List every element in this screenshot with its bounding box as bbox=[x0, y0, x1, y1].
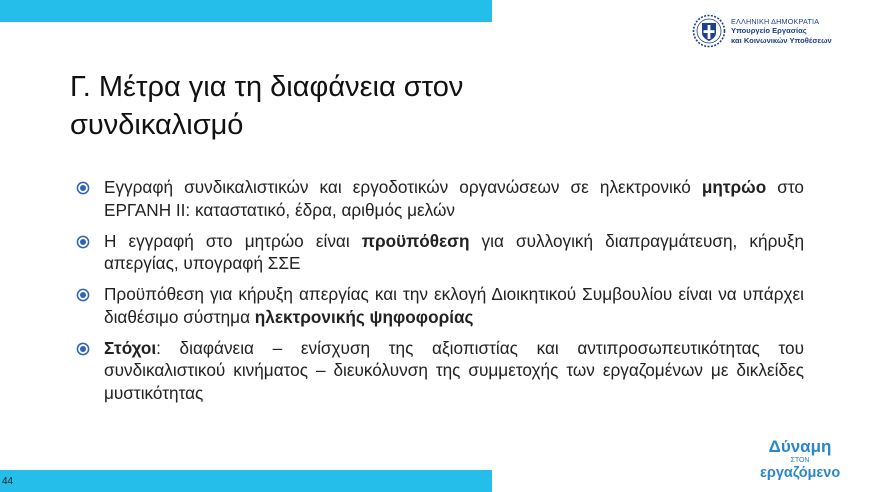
bullet-circle-icon bbox=[76, 181, 90, 195]
brand-line3: εργαζόμενο bbox=[760, 465, 841, 481]
bullet-list bbox=[76, 176, 804, 413]
bullet-emphasis: προϋπόθεση bbox=[361, 230, 470, 251]
bullet-emphasis: Στόχοι bbox=[104, 337, 157, 358]
bottom-accent-bar bbox=[0, 470, 492, 492]
brand-line2: ΣΤΟΝ bbox=[790, 457, 810, 464]
country-name: ΕΛΛΗΝΙΚΗ ΔΗΜΟΚΡΑΤΙΑ bbox=[731, 16, 820, 26]
page-number: 44 bbox=[2, 476, 14, 487]
bullet-text: Εγγραφή συνδικαλιστικών και εργοδοτικών οργανώσεων σε ηλεκτρονικό bbox=[104, 177, 702, 197]
bullet-item bbox=[76, 176, 804, 221]
brand-line1: Δύναμη bbox=[768, 437, 832, 456]
slide-title-line2: συνδικαλισμό bbox=[70, 109, 244, 141]
bullet-emphasis: μητρώο bbox=[701, 177, 767, 197]
ministry-name-line2: και Κοινωνικών Υποθέσεων bbox=[731, 35, 832, 45]
greek-coat-of-arms-icon bbox=[692, 14, 726, 48]
bullet-text: στο ΕΡΓΑΝΗ ΙΙ: καταστατικό, έδρα, αριθμός μελών bbox=[104, 177, 804, 220]
bullet-emphasis: ηλεκτρονικής ψηφοφορίας bbox=[254, 306, 474, 327]
ministry-name-line1: Υπουργείο Εργασίας bbox=[731, 26, 807, 36]
top-accent-bar bbox=[0, 0, 492, 22]
bullet-text: για συλλογική διαπραγμάτευση, κήρυξη απεργίας, υπογραφή ΣΣΕ bbox=[104, 230, 804, 273]
bullet-item bbox=[76, 283, 804, 328]
bullet-text: Προϋπόθεση για κήρυξη απεργίας και την εκλογή Διοικητικού Συμβουλίου είναι να υπάρχει διαθέσιμο σύστημα bbox=[104, 284, 804, 327]
bullet-text: : διαφάνεια – ενίσχυση της αξιοπιστίας και αντιπροσωπευτικότητας του συνδικαλιστικού κινήματος – διευκόλυνση της συμμετοχής των εργαζομένων με δικλείδες μυστικότητας bbox=[104, 337, 804, 403]
slide-title-line1: Γ. Μέτρα για τη διαφάνεια στον bbox=[70, 71, 464, 103]
campaign-brand-logo bbox=[760, 438, 840, 481]
bullet-circle-icon bbox=[76, 342, 90, 356]
ministry-name bbox=[731, 17, 832, 46]
bullet-item bbox=[76, 230, 804, 275]
bullet-circle-icon bbox=[76, 235, 90, 249]
bullet-text: Η εγγραφή στο μητρώο είναι bbox=[104, 230, 362, 251]
slide-title bbox=[70, 68, 590, 144]
bullet-circle-icon bbox=[76, 288, 90, 302]
bullet-item bbox=[76, 337, 804, 405]
ministry-logo bbox=[692, 14, 832, 48]
